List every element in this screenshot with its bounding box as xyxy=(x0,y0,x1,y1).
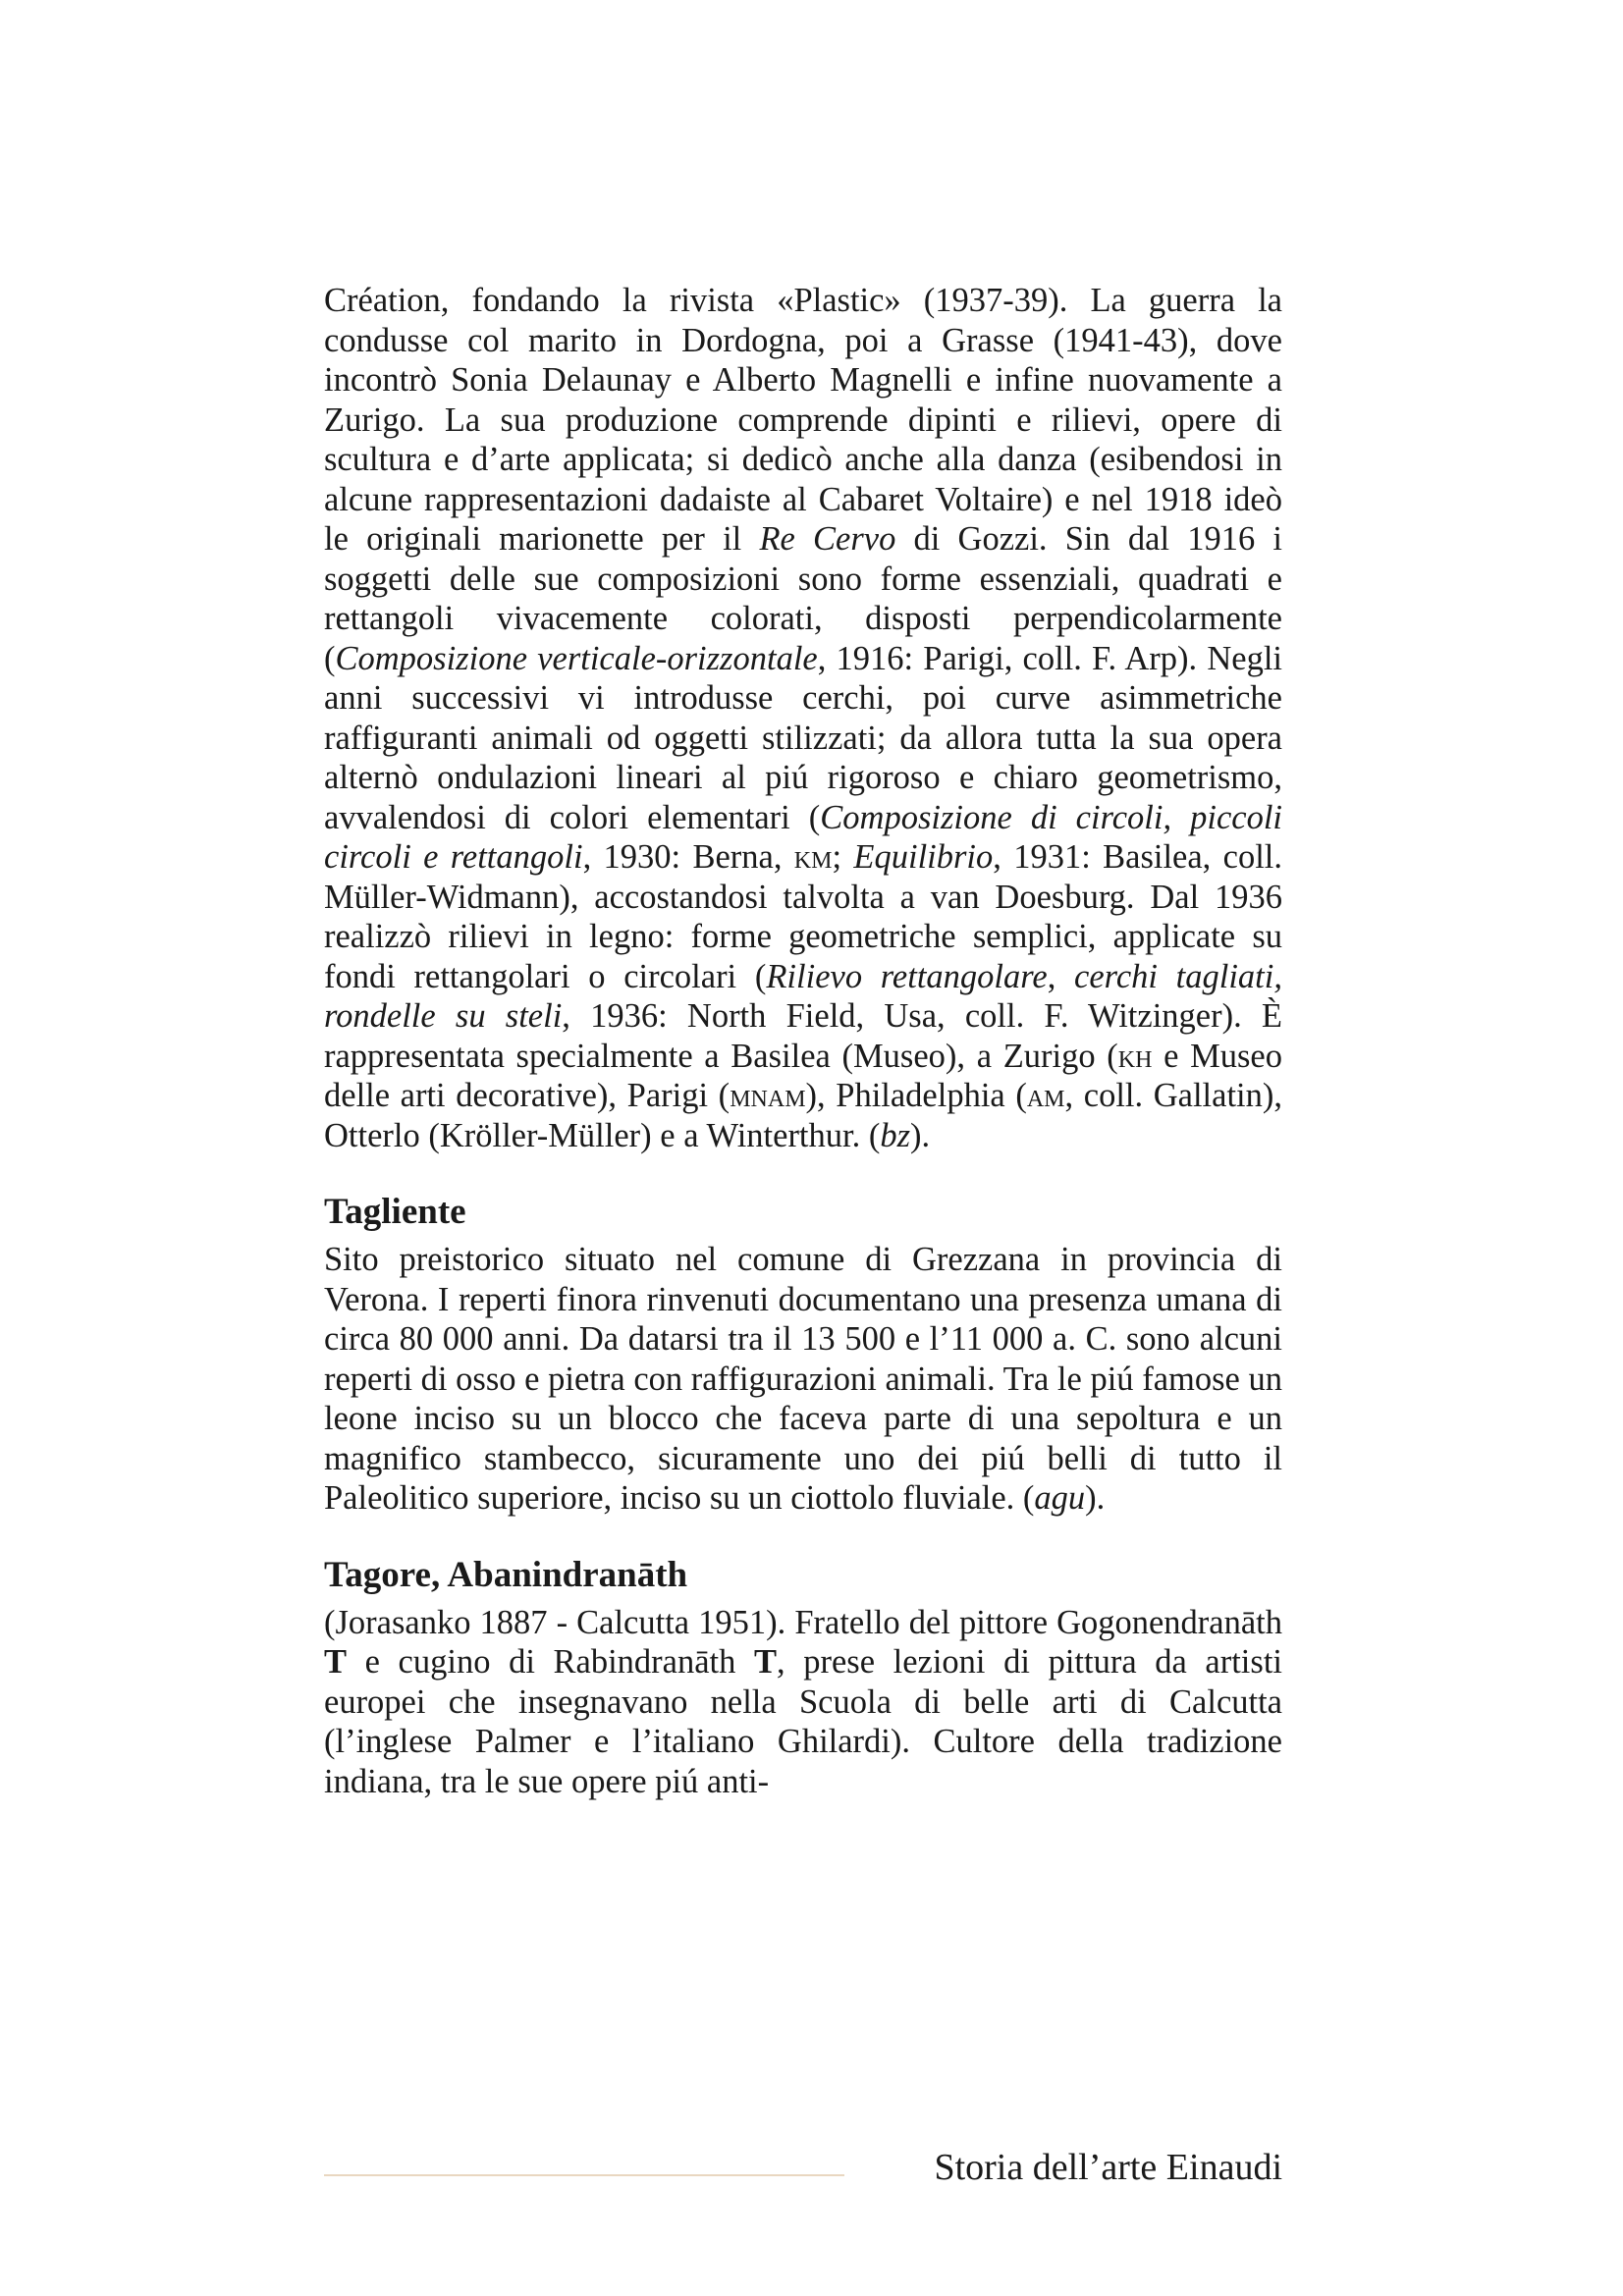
entry-title-tagliente: Tagliente xyxy=(324,1192,466,1232)
text-column xyxy=(324,281,1282,1801)
entry-body-tagliente: Sito preistorico situato nel comune di Grezzana in provincia di Verona. I reperti finora rinvenuti documentano una presenza umana di circa 80 000 anni. Da datarsi tra il 13 500 e l’11 000 a. C. sono alcuni reperti di osso e pietra con raffigurazioni animali. Tra le piú famose un leone inciso su un blocco che faceva parte di una sepoltura e un magnifico stambecco, sicuramente uno dei piú belli di tutto il Paleolitico superiore, inciso su un ciottolo fluviale. (agu). xyxy=(324,1241,1282,1517)
footer-divider xyxy=(324,2174,844,2176)
page-footer xyxy=(324,2144,1282,2191)
entry-body-tagore: (Jorasanko 1887 - Calcutta 1951). Fratello del pittore Gogonendranāth T e cugino di Rabindranāth T, prese lezioni di pittura da artisti europei che insegnavano nella Scuola di belle arti di Calcutta (l’inglese Palmer e l’italiano Ghilardi). Cultore della tradizione indiana, tra le sue opere piú anti- xyxy=(324,1603,1282,1800)
entry-title-tagore: Tagore, Abanindranāth xyxy=(324,1554,688,1595)
entry-continuation-body: Création, fondando la rivista «Plastic» (1937-39). La guerra la condusse col marito in Dordogna, poi a Grasse (1941-43), dove incontrò Sonia Delaunay e Alberto Magnelli e infine nuovamente a Zurigo. La sua produzione comprende dipinti e rilievi, opere di scultura e d’arte applicata; si dedicò anche alla danza (esibendosi in alcune rappresentazioni dadaiste al Cabaret Voltaire) e nel 1918 ideò le originali marionette per il Re Cervo di Gozzi. Sin dal 1916 i soggetti delle sue composizioni sono forme essenziali, quadrati e rettangoli vivacemente colorati, disposti perpendicolarmente (Composizione verticale-orizzontale, 1916: Parigi, coll. F. Arp). Negli anni successivi vi introdusse cerchi, poi curve asimmetriche raffiguranti animali od oggetti stilizzati; da allora tutta la sua opera alternò ondulazioni lineari al piú rigoroso e chiaro geometrismo, avvalendosi di colori elementari (Composizione di circoli, piccoli circoli e rettangoli, 1930: Berna, km; Equilibrio, 1931: Basilea, coll. Müller-Widmann), accostandosi talvolta a van Doesburg. Dal 1936 realizzò rilievi in legno: forme geometriche semplici, applicate su fondi rettangolari o circolari (Rilievo rettangolare, cerchi tagliati, rondelle su steli, 1936: North Field, Usa, coll. F. Witzinger). È rappresentata specialmente a Basilea (Museo), a Zurigo (kh e Museo delle arti decorative), Parigi (mnam), Philadelphia (am, coll. Gallatin), Otterlo (Kröller-Müller) e a Winterthur. (bz). xyxy=(324,282,1283,1154)
footer-publication-title: Storia dell’arte Einaudi xyxy=(934,2147,1282,2188)
